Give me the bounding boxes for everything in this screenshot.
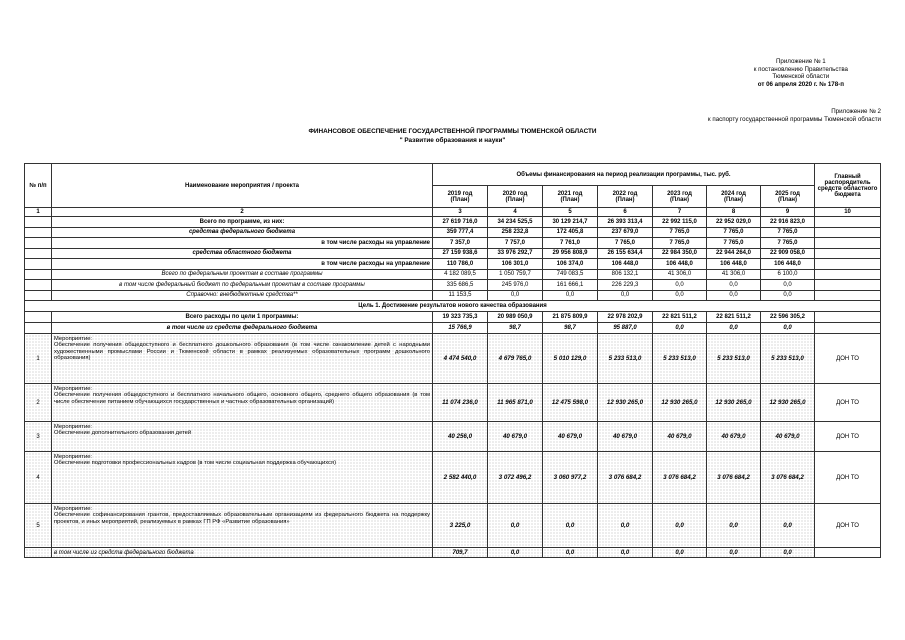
plan-label: (План) — [777, 196, 798, 203]
row-label: Справочно: внебюджетные средства** — [52, 290, 433, 301]
event-kind: Мероприятие: — [54, 424, 93, 430]
value-cell: 40 256,0 — [433, 422, 488, 452]
value-cell: 15 766,9 — [433, 323, 488, 334]
value-cell: 22 821 511,2 — [653, 312, 707, 323]
value-cell: 0,0 — [653, 290, 707, 301]
value-cell: 245 976,0 — [488, 280, 543, 291]
value-cell: 40 679,0 — [653, 422, 707, 452]
grbs-cell — [815, 259, 881, 270]
value-cell: 0,0 — [707, 323, 761, 334]
year-header — [653, 186, 707, 208]
event-text: Обеспечение дополнительного образования детей — [54, 430, 192, 437]
value-cell: 335 686,5 — [433, 280, 488, 291]
value-cell: 22 952 029,0 — [707, 217, 761, 228]
value-cell: 0,0 — [653, 548, 707, 558]
row-number — [25, 217, 52, 228]
value-cell: 7 765,0 — [653, 238, 707, 249]
column-index: 6 — [598, 208, 653, 217]
year-header — [433, 186, 488, 208]
value-cell: 0,0 — [598, 290, 653, 301]
value-cell: 6 100,0 — [761, 269, 815, 280]
summary-row — [25, 248, 881, 259]
year-label: 2019 год — [447, 190, 473, 197]
year-label: 2022 год — [612, 190, 638, 197]
value-cell: 749 083,5 — [543, 269, 598, 280]
year-header — [598, 186, 653, 208]
value-cell: 0,0 — [707, 548, 761, 558]
event-number: 4 — [25, 452, 52, 504]
event-row — [25, 384, 881, 422]
row-number — [25, 548, 52, 558]
summary-row — [25, 227, 881, 238]
value-cell: 40 679,0 — [761, 422, 815, 452]
appendix2-header — [708, 108, 881, 123]
financing-table — [24, 163, 881, 558]
plan-label: (План) — [669, 196, 690, 203]
row-number — [25, 248, 52, 259]
value-cell: 106 448,0 — [707, 259, 761, 270]
value-cell: 4 679 765,0 — [488, 334, 543, 384]
value-cell: 0,0 — [598, 504, 653, 548]
plan-label: (План) — [723, 196, 744, 203]
value-cell: 98,7 — [488, 323, 543, 334]
year-header — [488, 186, 543, 208]
appendix-line: Тюменской области — [772, 73, 830, 81]
value-cell: 5 233 513,0 — [707, 334, 761, 384]
row-number — [25, 238, 52, 249]
value-cell: 3 225,0 — [433, 504, 488, 548]
value-cell: 7 761,0 — [543, 238, 598, 249]
value-cell: 21 875 809,9 — [543, 312, 598, 323]
column-index: 10 — [815, 208, 881, 217]
value-cell: 22 978 202,9 — [598, 312, 653, 323]
value-cell: 0,0 — [707, 290, 761, 301]
goal-summary-row — [25, 312, 881, 323]
goal-row — [25, 301, 881, 312]
appendix-line: Приложение № 1 — [775, 58, 826, 65]
value-cell: 106 448,0 — [761, 259, 815, 270]
value-cell: 3 076 684,2 — [707, 452, 761, 504]
event-number: 5 — [25, 504, 52, 548]
summary-row — [25, 290, 881, 301]
event-description — [52, 334, 433, 384]
value-cell: 0,0 — [761, 280, 815, 291]
value-cell: 258 232,8 — [488, 227, 543, 238]
year-label: 2024 год — [721, 190, 746, 197]
value-cell: 29 956 808,9 — [543, 248, 598, 259]
grbs-cell — [815, 548, 881, 558]
event-text: Обеспечение получения общедоступного и бесплатного дошкольного образования (в том числе ознакомление детей с народными художественными промыслами России и Тюменской области в рамках реализуемых образовательных программ дошкольного образования) — [54, 342, 430, 361]
value-cell: 34 234 525,5 — [488, 217, 543, 228]
value-cell: 106 448,0 — [653, 259, 707, 270]
value-cell: 30 129 214,7 — [543, 217, 598, 228]
event-description — [52, 422, 433, 452]
value-cell: 7 765,0 — [761, 227, 815, 238]
column-index: 8 — [707, 208, 761, 217]
value-cell: 98,7 — [543, 323, 598, 334]
row-label: в том числе расходы на управление — [52, 259, 433, 270]
grbs-cell: ДОН ТО — [815, 452, 881, 504]
value-cell: 33 976 292,7 — [488, 248, 543, 259]
event-text: Обеспечение подготовки профессиональных кадров (в том числе социальная поддержка обучающихся) — [54, 460, 336, 467]
value-cell: 0,0 — [653, 323, 707, 334]
value-cell: 3 076 684,2 — [761, 452, 815, 504]
appendix2-line: к паспорту государственной программы Тюменской области — [707, 115, 881, 123]
event-description — [52, 384, 433, 422]
value-cell: 0,0 — [761, 323, 815, 334]
value-cell: 7 765,0 — [761, 238, 815, 249]
year-label: 2021 год — [557, 190, 583, 197]
value-cell: 0,0 — [653, 504, 707, 548]
row-number — [25, 312, 52, 323]
value-cell: 27 619 716,0 — [433, 217, 488, 228]
value-cell: 7 765,0 — [598, 238, 653, 249]
grbs-cell: ДОН ТО — [815, 384, 881, 422]
plan-label: (План) — [615, 196, 635, 203]
event-description — [52, 504, 433, 548]
plan-label: (План) — [450, 196, 470, 203]
row-label: средства федерального бюджета — [52, 227, 433, 238]
value-cell: 40 679,0 — [488, 422, 543, 452]
value-cell: 22 596 305,2 — [761, 312, 815, 323]
grbs-cell — [815, 217, 881, 228]
value-cell: 40 679,0 — [598, 422, 653, 452]
event-kind: Мероприятие: — [54, 506, 93, 512]
value-cell: 22 992 115,0 — [653, 217, 707, 228]
event-row — [25, 422, 881, 452]
year-label: 2023 год — [667, 190, 692, 197]
event-row — [25, 334, 881, 384]
value-cell: 2 582 440,0 — [433, 452, 488, 504]
summary-row — [25, 280, 881, 291]
value-cell: 226 229,3 — [598, 280, 653, 291]
grbs-cell — [815, 280, 881, 291]
value-cell: 0,0 — [488, 548, 543, 558]
row-label: в том числе расходы на управление — [52, 238, 433, 249]
event-number: 2 — [25, 384, 52, 422]
value-cell: 11 074 236,0 — [433, 384, 488, 422]
value-cell: 22 821 511,2 — [707, 312, 761, 323]
grbs-cell — [815, 312, 881, 323]
col-header-grbs: Главный распорядитель средств областного бюджета — [815, 164, 881, 208]
event-text: Обеспечение получения общедоступного и бесплатного начального общего, основного общего, среднего общего образования (в том числе обеспечение питанием обучающихся государственных и частных образовательных организаций) — [54, 392, 430, 405]
grbs-cell — [815, 323, 881, 334]
column-index: 3 — [433, 208, 488, 217]
value-cell: 7 757,0 — [488, 238, 543, 249]
summary-row — [25, 259, 881, 270]
grbs-cell — [815, 290, 881, 301]
value-cell: 22 916 823,0 — [761, 217, 815, 228]
row-label: средства областного бюджета — [52, 248, 433, 259]
column-index: 9 — [761, 208, 815, 217]
column-index: 4 — [488, 208, 543, 217]
value-cell: 7 765,0 — [707, 238, 761, 249]
goal-title: Цель 1. Достижение результатов нового качества образования — [25, 301, 881, 312]
event-kind: Мероприятие: — [54, 336, 93, 342]
value-cell: 172 405,8 — [543, 227, 598, 238]
appendix2-line: Приложение № 2 — [831, 108, 881, 115]
plan-label: (План) — [505, 196, 525, 203]
event-kind: Мероприятие: — [54, 386, 93, 392]
appendix-header — [754, 58, 848, 88]
value-cell: 5 010 129,0 — [543, 334, 598, 384]
value-cell: 7 765,0 — [653, 227, 707, 238]
year-header — [761, 186, 815, 208]
value-cell: 4 474 540,0 — [433, 334, 488, 384]
grbs-cell: ДОН ТО — [815, 334, 881, 384]
document-subtitle: " Развитие образования и науки" — [399, 137, 506, 144]
event-number: 1 — [25, 334, 52, 384]
value-cell: 5 233 513,0 — [653, 334, 707, 384]
row-number — [25, 290, 52, 301]
value-cell: 0,0 — [707, 280, 761, 291]
col-header-name: Наименование мероприятия / проекта — [52, 164, 433, 208]
grbs-cell: ДОН ТО — [815, 504, 881, 548]
value-cell: 26 393 313,4 — [598, 217, 653, 228]
value-cell: 806 132,1 — [598, 269, 653, 280]
value-cell: 0,0 — [761, 504, 815, 548]
value-cell: 1 050 759,7 — [488, 269, 543, 280]
value-cell: 12 930 265,0 — [761, 384, 815, 422]
row-number — [25, 280, 52, 291]
column-index: 7 — [653, 208, 707, 217]
value-cell: 11 153,5 — [433, 290, 488, 301]
value-cell: 12 475 598,0 — [543, 384, 598, 422]
value-cell: 22 909 058,0 — [761, 248, 815, 259]
value-cell: 20 989 050,9 — [488, 312, 543, 323]
grbs-cell — [815, 227, 881, 238]
value-cell: 22 984 350,0 — [653, 248, 707, 259]
value-cell: 3 060 977,2 — [543, 452, 598, 504]
document-title: ФИНАНСОВОЕ ОБЕСПЕЧЕНИЕ ГОСУДАРСТВЕННОЙ ПРОГРАММЫ ТЮМЕНСКОЙ ОБЛАСТИ — [308, 128, 597, 135]
row-label: в том числе из средств федерального бюджета — [52, 548, 433, 558]
row-number — [25, 323, 52, 334]
value-cell: 3 076 684,2 — [653, 452, 707, 504]
summary-row — [25, 269, 881, 280]
grbs-cell — [815, 269, 881, 280]
value-cell: 5 233 513,0 — [598, 334, 653, 384]
value-cell: 11 965 871,0 — [488, 384, 543, 422]
grbs-cell — [815, 238, 881, 249]
value-cell: 22 944 264,0 — [707, 248, 761, 259]
plan-label: (План) — [560, 196, 580, 203]
value-cell: 41 306,0 — [653, 269, 707, 280]
event-kind: Мероприятие: — [54, 454, 93, 460]
value-cell: 27 159 938,6 — [433, 248, 488, 259]
value-cell: 3 076 684,2 — [598, 452, 653, 504]
row-label: в том числе федеральный бюджет по федеральным проектам в составе программы — [52, 280, 433, 291]
value-cell: 0,0 — [707, 504, 761, 548]
col-header-group: Объемы финансирования на период реализации программы, тыс. руб. — [433, 164, 815, 186]
col-header-num: № п/п — [25, 164, 52, 208]
value-cell: 40 679,0 — [543, 422, 598, 452]
row-label: Всего по федеральным проектам в составе программы — [52, 269, 433, 280]
value-cell: 0,0 — [543, 548, 598, 558]
column-index: 5 — [543, 208, 598, 217]
value-cell: 0,0 — [543, 504, 598, 548]
value-cell: 106 374,0 — [543, 259, 598, 270]
value-cell: 110 786,0 — [433, 259, 488, 270]
event-text: Обеспечение софинансирования грантов, предоставляемых образовательным организациям из федерального бюджета на поддержку проектов, и иных мероприятий, реализуемых в рамках ГП РФ «Развитие образования» — [54, 512, 430, 525]
column-index: 1 — [25, 208, 52, 217]
row-number — [25, 227, 52, 238]
value-cell: 41 306,0 — [707, 269, 761, 280]
value-cell: 5 233 513,0 — [761, 334, 815, 384]
value-cell: 12 930 265,0 — [707, 384, 761, 422]
appendix-date: от 06 апреля 2020 г. № 178-п — [757, 80, 844, 88]
year-label: 2020 год — [502, 190, 528, 197]
value-cell: 7 765,0 — [707, 227, 761, 238]
value-cell: 0,0 — [488, 290, 543, 301]
value-cell: 19 323 735,3 — [433, 312, 488, 323]
value-cell: 26 155 634,4 — [598, 248, 653, 259]
year-label: 2025 год — [775, 190, 800, 197]
year-header — [543, 186, 598, 208]
row-number — [25, 269, 52, 280]
grbs-cell: ДОН ТО — [815, 422, 881, 452]
value-cell: 0,0 — [543, 290, 598, 301]
event-row — [25, 504, 881, 548]
goal-summary-row — [25, 323, 881, 334]
value-cell: 4 182 089,5 — [433, 269, 488, 280]
value-cell: 709,7 — [433, 548, 488, 558]
summary-row — [25, 217, 881, 228]
event-fed-row — [25, 548, 881, 558]
value-cell: 106 301,0 — [488, 259, 543, 270]
value-cell: 40 679,0 — [707, 422, 761, 452]
value-cell: 161 666,1 — [543, 280, 598, 291]
value-cell: 12 930 265,0 — [653, 384, 707, 422]
value-cell: 7 357,0 — [433, 238, 488, 249]
row-label: Всего по программе, из них: — [52, 217, 433, 228]
value-cell: 0,0 — [598, 548, 653, 558]
event-description — [52, 452, 433, 504]
value-cell: 95 887,0 — [598, 323, 653, 334]
value-cell: 106 448,0 — [598, 259, 653, 270]
grbs-cell — [815, 248, 881, 259]
summary-row — [25, 238, 881, 249]
row-label: Всего расходы по цели 1 программы: — [52, 312, 433, 323]
column-index: 2 — [52, 208, 433, 217]
value-cell: 237 679,0 — [598, 227, 653, 238]
value-cell: 12 930 265,0 — [598, 384, 653, 422]
event-number: 3 — [25, 422, 52, 452]
row-number — [25, 259, 52, 270]
value-cell: 0,0 — [761, 290, 815, 301]
value-cell: 0,0 — [761, 548, 815, 558]
appendix-line: к постановлению Правительства — [753, 65, 848, 73]
event-row — [25, 452, 881, 504]
value-cell: 0,0 — [653, 280, 707, 291]
value-cell: 359 777,4 — [433, 227, 488, 238]
row-label: в том числе из средств федерального бюджета — [52, 323, 433, 334]
value-cell: 0,0 — [488, 504, 543, 548]
value-cell: 3 072 496,2 — [488, 452, 543, 504]
year-header — [707, 186, 761, 208]
